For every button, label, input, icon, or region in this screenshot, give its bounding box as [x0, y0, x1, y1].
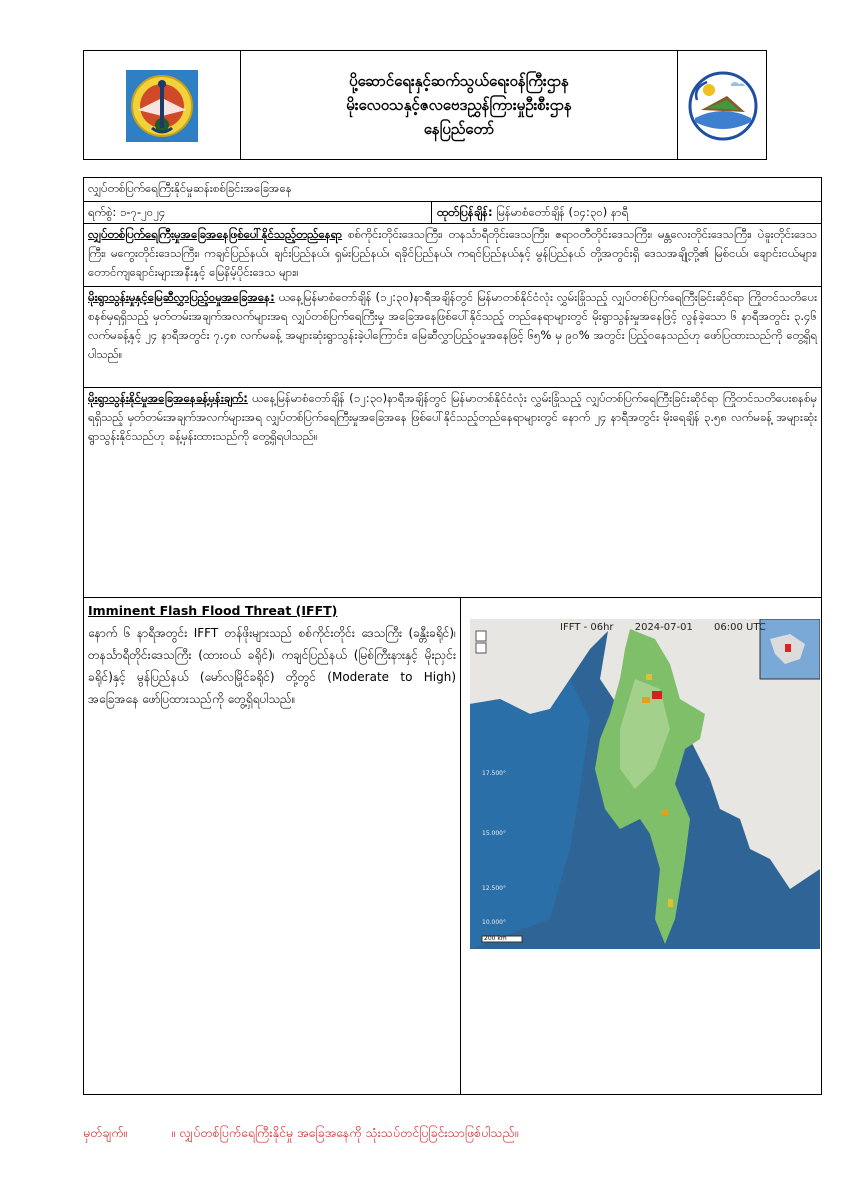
ifft-text: နောက် ၆ နာရီအတွင်း IFFT တန်ဖိုးများသည် စစ်ကိုင်းတိုင်း ဒေသကြီး (ခန္တီးခရိုင်)၊ တနင်္သာရီတိုင်းဒေသကြီး (ထားဝယ် ခရိုင်)၊ ကချင်ပြည်နယ် (မြစ်ကြီးနားနှင့် မိုးညှင်းခရိုင်)နှင့် မွန်ပြည်နယ် (မော်လမြိုင်ခရိုင်) တို့တွင် (Moderate to High) အခြေအနေ ဖော်ပြထားသည်ကို တွေ့ရှိရပါသည်။	[88, 626, 456, 706]
map-time-label: 06:00 UTC	[714, 622, 766, 633]
risk-areas-row	[84, 224, 821, 287]
issue-time-value: မြန်မာစံတော်ချိန် (၁၄:၃၀) နာရီ	[496, 205, 629, 219]
footer-note-label: မှတ်ချက်။	[83, 1125, 128, 1140]
map-product-label: IFFT - 06hr	[560, 622, 614, 633]
rain-forecast-heading: မိုးရွာသွန်းနိုင်မှုအခြေအနေခန့်မှန်းချက်:	[88, 391, 248, 405]
ifft-map	[470, 619, 820, 949]
footer-note	[83, 1125, 518, 1144]
lat-label-3: 12.500°	[482, 885, 506, 892]
hydrology-cycle-icon	[687, 70, 759, 142]
rain-forecast-text: ယနေ့မြန်မာစံတော်ချိန် (၁၂:၃၀)နာရီအချိန်တွင် မြန်မာတစ်နိုင်ငံလုံး လွှမ်းခြုံသည့် လျှပ်တစ်ပြက်ရေကြီးခြင်းဆိုင်ရာ ကြိုတင်သတိပေးစနစ်မှ ရရှိသည့် မှတ်တမ်းအချက်အလက်များအရ လျှပ်တစ်ပြက်ရေကြီးမှုအခြေအနေ ဖြစ်ပေါ်နိုင်သည့်တည်နေရာများတွင် နောက် ၂၄ နာရီအတွင်း မိုးရေချိန် ၃.၅၈ လက်မခန့် အများဆုံး ရွာသွန်းနိုင်သည်ဟု ခန့်မှန်းထားသည်ကို တွေ့ရှိရပါသည်။	[88, 391, 817, 443]
ministry-name: ပို့ဆောင်ရေးနှင့်ဆက်သွယ်ရေးဝန်ကြီးဌာန	[349, 72, 569, 90]
date-time-divider	[431, 202, 432, 223]
date-time-row	[84, 202, 821, 224]
ifft-map-graphic	[470, 619, 820, 949]
footer-note-text: ။ လျှပ်တစ်ပြက်ရေကြီးနိုင်မှု အခြေအနေကို သုံးသပ်တင်ပြခြင်းသာဖြစ်ပါသည်။	[171, 1125, 519, 1140]
risk-areas-heading: လျှပ်တစ်ပြက်ရေကြီးမှုအခြေအနေဖြစ်ပေါ်နိုင်သည့်တည်နေရာ	[88, 227, 343, 241]
lat-label-1: 17.500°	[482, 770, 506, 777]
rain-status-text: ယနေ့မြန်မာစံတော်ချိန် (၁၂:၃၀)နာရီအချိန်တွင် မြန်မာတစ်နိုင်ငံလုံး လွှမ်းခြုံသည့် လျှပ်တစ်ပြက်ရေကြီးခြင်းဆိုင်ရာ ကြိုတင်သတိပေးစနစ်မှရရှိသည့် မှတ်တမ်းအချက်အလက်များအရ လျှပ်တစ်ပြက်ရေကြီးမှု အခြေအနေဖြစ်ပေါ်နိုင်သည့် တည်နေရာများတွင် မိုးရွာသွန်းမှုအနေဖြင့် လွန်ခဲ့သော ၆ နာရီအတွင်း ၃.၄၆ လက်မခန့်နှင့် ၂၄ နာရီအတွင်း ၇.၄၈ လက်မခန့် အများဆုံးရွာသွန်းခဲ့ပါကြောင်း၊ မြေဆီလွှာပြည့်ဝမှုအနေဖြင့် ၆၅% မှ ၉၀% အတွင်း ပြည့်ဝနေသည်ဟု ဖော်ပြထားသည်ကို တွေ့ရှိရပါသည်။	[88, 290, 818, 361]
date-value: ၁-၇-၂၀၂၄	[119, 205, 166, 219]
header-title-block	[241, 51, 678, 159]
report-title: လျှပ်တစ်ပြက်ရေကြီးနိုင်မှုဆန်းစစ်ခြင်းအခြေအနေ	[88, 181, 292, 195]
document-header	[83, 50, 767, 160]
rain-status-heading: မိုးရွာသွန်းမှုနှင့်မြေဆီလွှာပြည့်ဝမှုအခြေအနေ:	[88, 290, 275, 304]
ifft-text-cell	[84, 598, 461, 1094]
issue-time-block	[437, 203, 628, 222]
map-header-labels	[560, 622, 766, 633]
left-logo-cell	[84, 51, 241, 159]
lat-label-2: 15.000°	[482, 830, 506, 837]
risk-areas-text: စစ်ကိုင်းတိုင်းဒေသကြီး၊ တနင်္သာရီတိုင်းဒေသကြီး၊ ဧရာဝတီတိုင်းဒေသကြီး၊ မန္တလေးတိုင်းဒေသကြီး၊ ပဲခူးတိုင်းဒေသကြီး၊ မကွေးတိုင်းဒေသကြီး၊ ကချင်ပြည်နယ်၊ ချင်းပြည်နယ်၊ ရှမ်းပြည်နယ်၊ ရခိုင်ပြည်နယ်၊ ကရင်ပြည်နယ်နှင့် မွန်ပြည်နယ် တို့အတွင်းရှိ ဒေသအချို့တို့၏ မြစ်ငယ်၊ ချောင်းငယ်များ၊ တောင်ကျချောင်းများအနီးနှင့် မြေနိမ့်ပိုင်းဒေသ များ။	[88, 227, 818, 279]
report-title-row	[84, 178, 821, 202]
department-name: မိုးလေဝသနှင့်ဇလဗေဒညွှန်ကြားမှုဦးစီးဌာန	[346, 96, 572, 114]
rain-forecast-row	[84, 388, 821, 598]
ifft-heading: Imminent Flash Flood Threat (IFFT)	[88, 603, 338, 618]
city-name: နေပြည်တော်	[423, 120, 495, 138]
issue-time-label: ထုတ်ပြန်ချိန်:	[437, 205, 493, 219]
right-logo-cell	[678, 51, 768, 159]
ministry-emblem-icon	[126, 70, 198, 142]
map-date-label: 2024-07-01	[634, 622, 693, 633]
map-scale-label: 200 km	[484, 935, 507, 942]
rain-status-row	[84, 287, 821, 388]
lat-label-4: 10.000°	[482, 919, 506, 926]
report-table	[83, 177, 822, 1095]
date-label: ရက်စွဲ:	[88, 205, 117, 219]
